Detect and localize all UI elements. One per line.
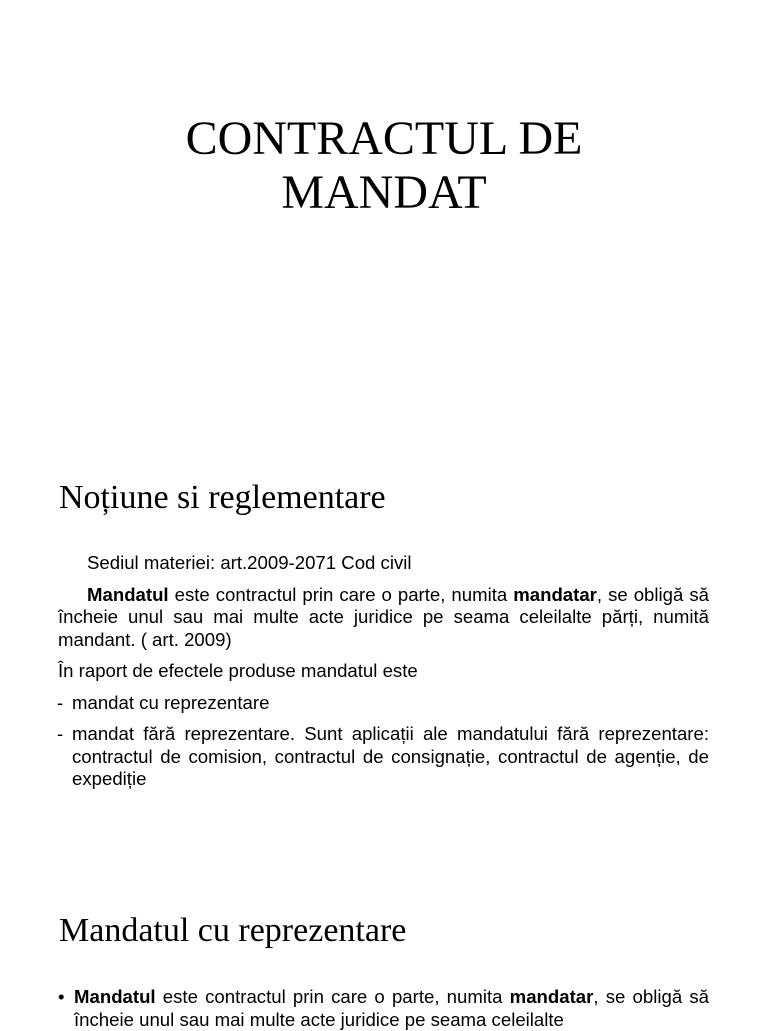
section-body-notiune <box>58 552 709 800</box>
document-title <box>0 112 768 220</box>
definition-paragraph <box>58 584 709 652</box>
section-body-reprezentare <box>58 986 709 1031</box>
bullet-text-2: , se obligă să încheie unul sau mai multe acte juridice pe seama celeilalte <box>74 986 709 1030</box>
document-title-line-2: MANDAT <box>281 166 487 219</box>
raport-paragraph: În raport de efectele produse mandatul este <box>58 660 418 681</box>
slide-title <box>0 0 768 432</box>
term-mandatul: Mandatul <box>87 583 169 605</box>
term-mandatar: mandatar <box>509 986 594 1007</box>
document-title-line-1: CONTRACTUL DE <box>185 112 583 165</box>
term-mandatar: mandatar <box>513 583 597 605</box>
slide-mandat-reprezentare <box>0 864 768 1030</box>
slide-notiune <box>0 432 768 864</box>
dash-marker: - <box>57 723 64 744</box>
list-item-text: mandat fără reprezentare. Sunt aplicații ale mandatului fără reprezentare: contractul de comision, contractul de consignație, contractul de agenție, de expediție <box>72 723 709 789</box>
term-mandatul: Mandatul <box>74 986 156 1007</box>
list-item <box>58 692 709 715</box>
section-heading-notiune: Noțiune si reglementare <box>59 479 386 516</box>
bullet-item <box>58 986 709 1031</box>
list-item <box>58 723 709 791</box>
dash-marker: - <box>57 691 64 713</box>
bullet-text-1: este contractul prin care o parte, numita <box>155 986 510 1007</box>
bullet-marker: • <box>58 986 65 1007</box>
section-heading-reprezentare: Mandatul cu reprezentare <box>59 912 407 949</box>
sediu-paragraph: Sediul materiei: art.2009-2071 Cod civil <box>87 552 412 573</box>
definition-text-1: este contractul prin care o parte, numita <box>168 583 514 605</box>
definition-text-2: , se obligă să încheie unul sau mai multe acte juridice pe seama celeilalte părți, numită mandant. ( art. 2009) <box>58 583 709 650</box>
list-item-text: mandat cu reprezentare <box>72 691 270 713</box>
